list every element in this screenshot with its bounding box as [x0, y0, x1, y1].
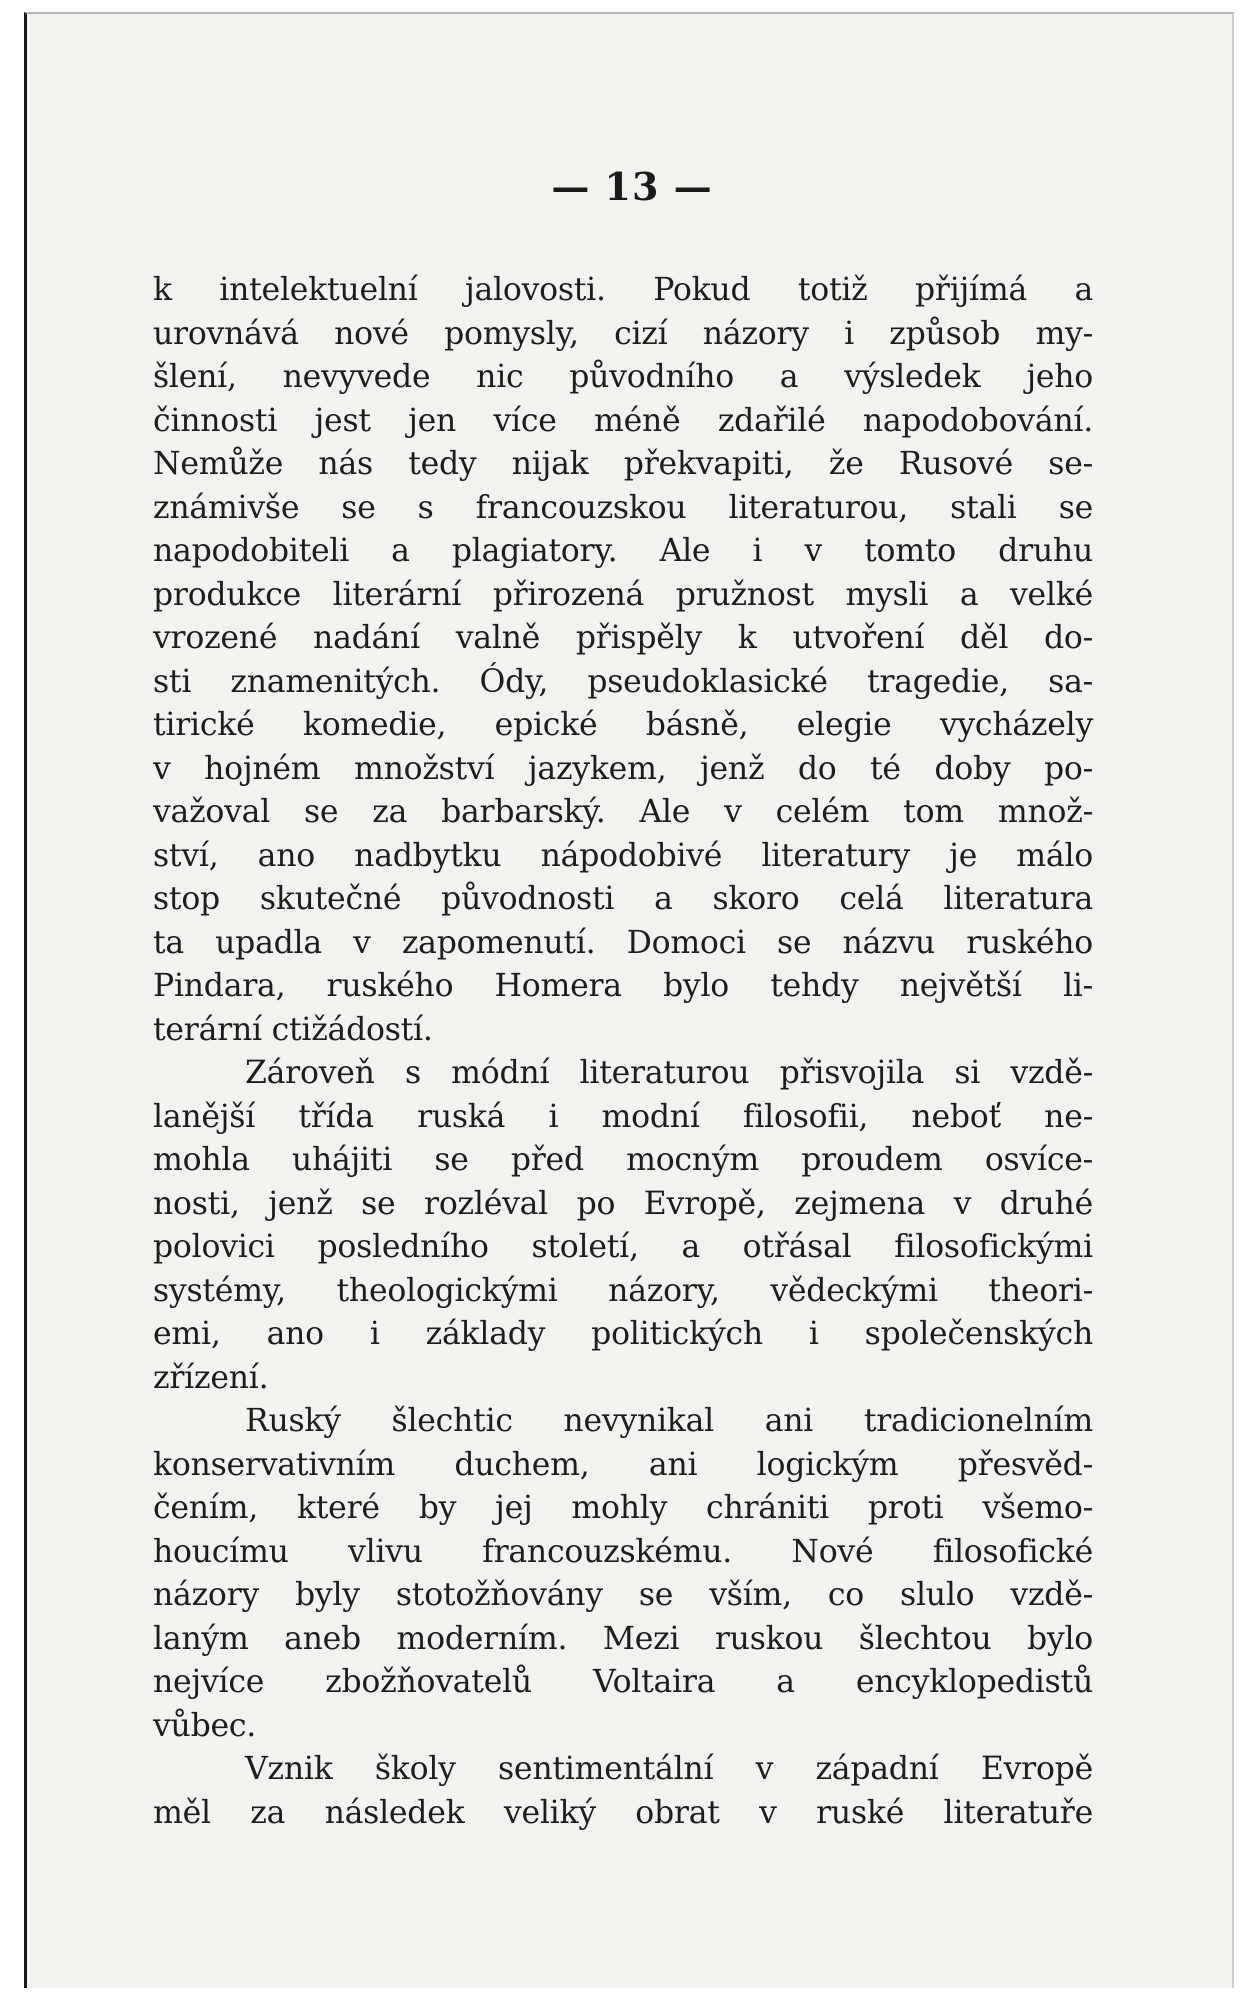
text-line: emi, ano i základy politických i společenských: [153, 1316, 1093, 1352]
text-line: terární ctižádostí.: [153, 1011, 433, 1048]
book-page: [24, 12, 1234, 1988]
text-line: Pindara, ruského Homera bylo tehdy největší li-: [153, 968, 1093, 1004]
text-line: laným aneb moderním. Mezi ruskou šlechtou bylo: [153, 1620, 1093, 1657]
text-line: ta upadla v zapomenutí. Domoci se názvu ruského: [153, 924, 1093, 961]
text-line: čením, které by jej mohly chrániti proti všemo-: [153, 1490, 1093, 1526]
text-line: známivše se s francouzskou literaturou, stali se: [153, 489, 1093, 526]
text-line: tirické komedie, epické básně, elegie vycházely: [153, 707, 1093, 743]
text-line: polovici posledního století, a otřásal filosofickými: [153, 1229, 1093, 1265]
text-line: sti znamenitých. Ódy, pseudoklasické tragedie, sa-: [153, 663, 1093, 700]
text-line: konservativním duchem, ani logickým přesvěd-: [153, 1446, 1093, 1483]
text-line: houcímu vlivu francouzskému. Nové filosofické: [153, 1533, 1093, 1570]
text-line: zřízení.: [153, 1359, 269, 1396]
text-line: nosti, jenž se rozléval po Evropě, zejmena v druhé: [153, 1185, 1093, 1222]
text-line: urovnává nové pomysly, cizí názory i způsob my-: [153, 315, 1093, 352]
text-line: mohla uhájiti se před mocným proudem osvíce-: [153, 1142, 1093, 1178]
text-line: produkce literární přirozená pružnost mysli a velké: [153, 576, 1093, 613]
text-line: vůbec.: [153, 1707, 257, 1744]
text-line: važoval se za barbarský. Ale v celém tom množ-: [153, 794, 1093, 830]
text-line: Vznik školy sentimentální v západní Evropě: [245, 1751, 1093, 1787]
text-line: nejvíce zbožňovatelů Voltaira a encyklopedistů: [153, 1664, 1093, 1700]
text-line: měl za následek veliký obrat v ruské literatuře: [153, 1794, 1093, 1831]
text-line: ství, ano nadbytku nápodobivé literatury je málo: [153, 837, 1093, 874]
text-line: Ruský šlechtic nevynikal ani tradicionelním: [245, 1403, 1093, 1439]
text-line: lanější třída ruská i modní filosofii, neboť ne-: [153, 1098, 1093, 1135]
text-line: činnosti jest jen více méně zdařilé napodobování.: [153, 402, 1093, 439]
text-line: napodobiteli a plagiatory. Ale i v tomto druhu: [153, 533, 1093, 569]
text-line: stop skutečné původnosti a skoro celá literatura: [153, 881, 1093, 917]
text-line: šlení, nevyvede nic původního a výsledek jeho: [153, 359, 1093, 395]
text-line: Nemůže nás tedy nijak překvapiti, že Rusové se-: [153, 446, 1093, 482]
text-line: názory byly stotožňovány se vším, co slulo vzdě-: [153, 1577, 1093, 1613]
text-line: k intelektuelní jalovosti. Pokud totiž přijímá a: [153, 272, 1093, 308]
body-text: [153, 269, 1093, 1835]
page-number: — 13 —: [551, 164, 713, 209]
text-line: vrozené nadání valně přispěly k utvoření děl do-: [153, 620, 1093, 656]
text-line: v hojném množství jazykem, jenž do té doby po-: [153, 750, 1093, 787]
text-line: Zároveň s módní literaturou přisvojila si vzdě-: [245, 1055, 1093, 1091]
text-line: systémy, theologickými názory, vědeckými theori-: [153, 1272, 1093, 1309]
